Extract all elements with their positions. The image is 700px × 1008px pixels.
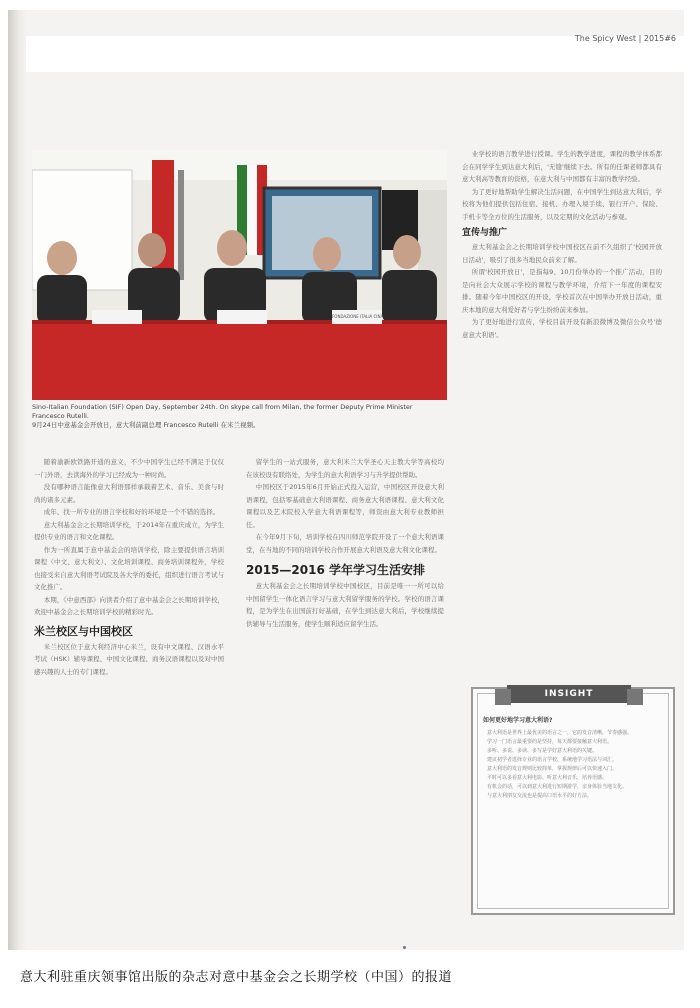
insight-title: 如何更好地学习意大利语? [483,717,553,724]
insight-line: 意大利语是世界上最优美的语言之一，它的发音清晰，节奏感强。 [487,730,633,736]
paragraph: 为了更好地进行宣传，学校目前开设有新浪微博及微信公众号'德意意大利语'。 [462,318,662,339]
paragraph: 意大利基金会之长期培训学校中国校区在前不久组织了'校园开放日活动'，吸引了很多当地民众前来了解。 [462,243,662,264]
paragraph: 没有哪种语言能像意大利语那样承载着艺术、音乐、美食与时尚的诸多元素。 [34,483,224,504]
section-heading: 2015—2016 学年学习生活安排 [246,563,425,577]
page-spine [8,10,26,950]
insight-line: 意大利语的发音规则比较简单，掌握规律后可以快速入门。 [487,766,618,772]
paragraph: 所谓'校园开放日'，是指每9、10月份举办的一个推广活动，目的是向社会大众展示学校的课程与教学环境，介绍下一年度的课程安排。随着今年中国校区的开设，学校首次在中国举办开放日活动，重庆本地的意大利爱好者与学生纷纷前来参加。 [462,268,662,314]
paragraph: 作为一所直属于意中基金会的培训学校，除主要提供语言培训课程（中文、意大利文）、文化培训课程、商务培训课程外，学校也接受来自意大利语考试院及各大学的委托，组织进行语言考试与文化推广。 [34,545,224,591]
section-heading: 宣传与推广 [462,228,508,238]
insight-body [487,729,661,801]
magazine-header: The Spicy West | 2015#6 [574,34,676,43]
insight-ribbon: INSIGHT [507,685,631,703]
insight-line: 有机会的话，可以到意大利进行短期游学，亲身体验当地文化。 [487,784,628,790]
paragraph: 中国校区于2015年6月开始正式投入运营，中国校区开设意大利语课程，包括零基础意大利语课程、商务意大利语课程、意大利文化课程以及艺术院校入学意大利语课程等，师资由意大利专业教师担任。 [246,483,444,529]
photo-caption [32,403,447,430]
article-column-2 [246,456,444,630]
insight-frame [477,693,669,909]
paragraph: 成年、找一所专业的语言学校和好的环境是一个不错的选择。 [43,508,220,516]
figure-caption: 意大利驻重庆领事馆出版的杂志对意中基金会之长期学校（中国）的报道 [20,970,453,985]
paragraph: 随着渝新欧铁路开通的意义，不少中国学生已经不满足于仅仅一门外语，去读海外的学习已经成为一种时尚。 [34,458,224,479]
insight-box [471,687,675,915]
svg-text:FONDAZIONE ITALIA CINA: FONDAZIONE ITALIA CINA [332,314,384,319]
section-heading: 米兰校区与中国校区 [34,624,133,638]
paragraph: 在今年9月下旬，培训学校在四川师范学院开设了一个意大利语课堂，在当地的不同的培训学校合作开展意大利语及意大利文化课程。 [246,533,444,554]
insight-line: 多听、多说、多读、多写是学好意大利语的关键。 [487,748,598,754]
insight-line: 学习一门语言最重要的是坚持，每天都要接触意大利语。 [487,739,613,745]
insight-line: 与意大利朋友交流也是提高口语水平的好方法。 [487,793,593,799]
insight-line: 平时可以多看意大利电影、听意大利音乐，培养语感。 [487,775,608,781]
article-column-1 [34,456,224,678]
article-column-3 [462,148,662,341]
photo-illustration [32,150,447,400]
paragraph: 业学校的语言教学进行授课。学生的教学进度，课程的教学体系都会在同学学生到达意大利后，'无缝'继续下去。所有的任课老师都具有意大利高等教育的资格，在意大利与中国都有丰富的教学经验。 [462,150,662,183]
caption-chinese: 9月24日中意基金会开放日，意大利前副总理 Francesco Rutelli 在米兰视频。 [32,421,260,429]
event-photo [32,150,447,400]
paragraph: 本期，《中意西部》向读者介绍了意中基金会之长期培训学校，欢迎中基金会之长期培训学校的精彩时光。 [34,595,224,616]
page-mark [403,946,406,949]
paragraph: 为了更好地帮助学生解决生活问题，在中国学生到达意大利后，学校将为他们提供包括住宿、接机、办理入境手续、银行开户、保险、手机卡等全方位的生活服务，以及定期的文化活动与参观。 [462,187,662,221]
paragraph: 留学生的一站式服务，意大利米兰大学圣心天主教大学等高校均在该校设有联络处，为学生的意大利语学习与升学提供帮助。 [246,458,444,479]
paragraph: 意大利基金会之长期培训学校，于2014年在重庆成立，为学生提供专业的语言和文化课程。 [34,520,224,541]
paragraph: 意大利基金会之长期培训学校中国校区，目前是唯一一所可以给中国留学生一体化语言学习与意大利留学服务的学校。学校的语言课程，是为学生在出国前打好基础，在学生到达意大利后，学校继续提供辅导与生活服务，使学生顺利适应留学生活。 [246,582,444,628]
caption-english: Sino-Italian Foundation (SIF) Open Day, September 24th. On skype call from Milan, the former Deputy Prime Minister Francesco Rutelli. [32,403,413,420]
paragraph: 米兰校区位于意大利经济中心米兰，设有中文课程、汉语水平考试（HSK）辅导课程、中国文化课程、商务汉语课程以及对中国感兴趣的人士的专门课程。 [34,642,224,676]
insight-line: 建议初学者选择专业的语言学校，系统地学习语法与词汇。 [487,757,618,763]
